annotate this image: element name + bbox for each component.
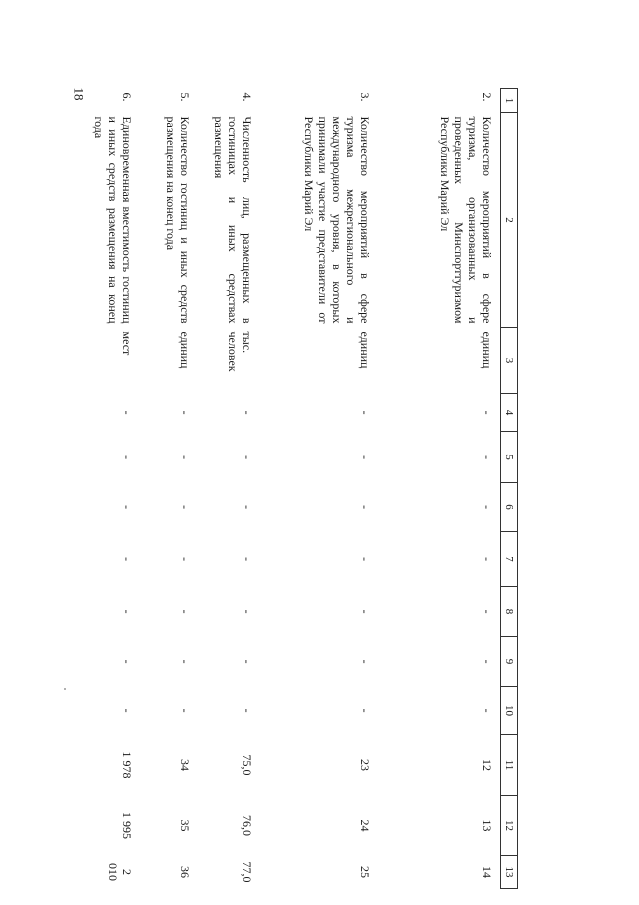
row-number: 2.: [480, 92, 494, 102]
value-cell: 25: [358, 866, 373, 878]
value-cell: -: [240, 708, 255, 713]
col-header: 13: [501, 856, 518, 889]
value-cell: -: [120, 455, 135, 459]
unit-cell: единиц: [480, 331, 494, 369]
col-header: 7: [501, 532, 518, 587]
value-cell: 2 010: [106, 863, 135, 881]
indicator-name: Единовременная вместимость гостиниц и иных средств размещения на конец года: [92, 116, 135, 324]
value-cell: -: [178, 708, 193, 713]
unit-cell: мест: [120, 331, 135, 356]
col-header: 9: [501, 637, 518, 687]
rotated-table-container: [92, 88, 518, 883]
value-cell: -: [358, 505, 373, 509]
value-cell: -: [480, 505, 494, 509]
value-cell: -: [480, 557, 494, 561]
table-row: [261, 89, 379, 889]
indicators-table: [83, 88, 519, 889]
col-header: 6: [501, 483, 518, 532]
value-cell: -: [120, 708, 135, 713]
value-cell: 14: [480, 866, 494, 878]
value-cell: -: [480, 410, 494, 415]
value-cell: -: [120, 505, 135, 509]
value-cell: -: [480, 708, 494, 713]
scan-speck: [64, 688, 66, 690]
value-cell: -: [358, 557, 373, 561]
value-cell: -: [358, 659, 373, 664]
unit-cell: единиц: [178, 331, 193, 369]
col-header: 8: [501, 587, 518, 637]
value-cell: -: [120, 659, 135, 664]
value-cell: -: [178, 455, 193, 459]
value-cell: -: [178, 609, 193, 614]
value-cell: 13: [480, 819, 494, 832]
value-cell: -: [358, 410, 373, 415]
table-row: [379, 89, 501, 889]
value-cell: -: [358, 708, 373, 713]
col-header: 10: [501, 687, 518, 735]
row-number: 6.: [120, 92, 135, 102]
value-cell: -: [120, 557, 135, 561]
col-header: 1: [501, 89, 518, 113]
col-header: 2: [501, 113, 518, 328]
col-header: 3: [501, 328, 518, 394]
value-cell: -: [358, 609, 373, 614]
value-cell: 36: [178, 866, 193, 878]
value-cell: -: [240, 609, 255, 614]
value-cell: -: [120, 609, 135, 614]
value-cell: 1 978: [120, 751, 135, 779]
value-cell: 77,0: [240, 861, 255, 883]
value-cell: 34: [178, 759, 193, 771]
value-cell: -: [120, 410, 135, 415]
value-cell: -: [178, 659, 193, 664]
value-cell: 76,0: [240, 815, 255, 836]
value-cell: 23: [358, 759, 373, 771]
value-cell: 1 995: [120, 812, 135, 839]
table-row: [199, 89, 261, 889]
col-header: 12: [501, 796, 518, 856]
value-cell: 12: [480, 759, 494, 771]
value-cell: 75,0: [240, 754, 255, 776]
value-cell: -: [240, 557, 255, 561]
value-cell: -: [240, 659, 255, 664]
value-cell: -: [240, 410, 255, 415]
row-number: 5.: [178, 92, 193, 102]
value-cell: -: [178, 557, 193, 561]
unit-cell: единиц: [358, 331, 373, 369]
value-cell: -: [480, 455, 494, 459]
value-cell: 35: [178, 819, 193, 832]
value-cell: -: [240, 505, 255, 509]
value-cell: -: [480, 609, 494, 614]
col-header: 11: [501, 735, 518, 796]
table-row: [141, 89, 199, 889]
row-number: 4.: [240, 92, 255, 102]
col-header: 4: [501, 394, 518, 432]
row-number: 3.: [358, 92, 373, 102]
page-number: 18: [71, 87, 87, 101]
value-cell: -: [358, 455, 373, 459]
indicator-name: Количество гостиниц и иных средств размещения на конец года: [164, 116, 193, 324]
table-row: [83, 89, 141, 889]
indicator-name: Количество мероприятий в сфере туризма, организованных и проведенных Минспорттуризмом Республики Марий Эл: [438, 116, 494, 324]
col-header: 5: [501, 432, 518, 483]
indicator-name: Количество мероприятий в сфере туризма межрегионального и международного уровня, в которых принимали участие представители от Республики Марий Эл: [302, 116, 373, 324]
value-cell: -: [178, 505, 193, 509]
table-header-row: [501, 89, 518, 889]
indicator-name: Численность лиц, размещенных в гостиницах и иных средствах размещения: [212, 116, 255, 324]
value-cell: -: [480, 659, 494, 664]
value-cell: -: [240, 455, 255, 459]
value-cell: 24: [358, 819, 373, 832]
unit-cell: тыс. человек: [226, 331, 255, 372]
value-cell: -: [178, 410, 193, 415]
